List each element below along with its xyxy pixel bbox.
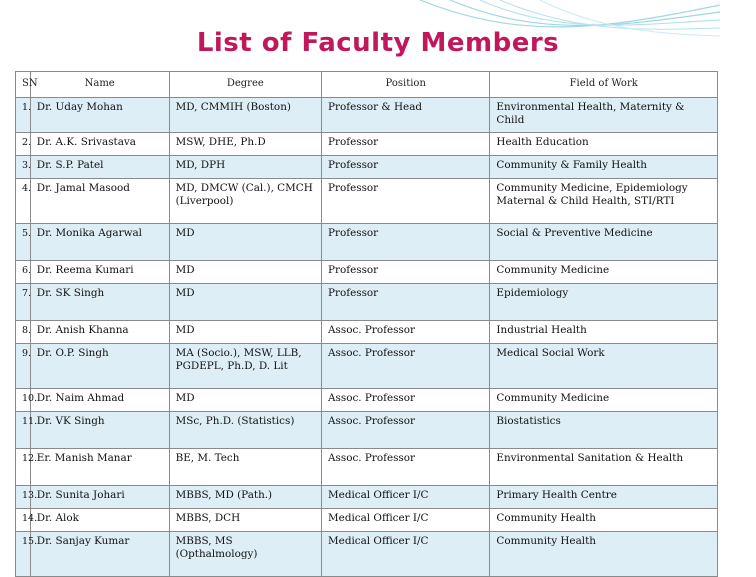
cell-sn: 3. bbox=[16, 156, 31, 179]
cell-degree: MD bbox=[169, 261, 321, 284]
cell-position: Professor & Head bbox=[322, 98, 490, 133]
cell-sn: 2. bbox=[16, 133, 31, 156]
cell-field-of-work: Industrial Health bbox=[490, 321, 718, 344]
cell-sn: 15. bbox=[16, 532, 31, 577]
cell-degree: MSW, DHE, Ph.D bbox=[169, 133, 321, 156]
table-row bbox=[16, 389, 718, 412]
cell-name: Dr. S.P. Patel bbox=[30, 156, 169, 179]
table-row bbox=[16, 156, 718, 179]
cell-position: Professor bbox=[322, 179, 490, 224]
cell-name: Dr. Naim Ahmad bbox=[30, 389, 169, 412]
cell-position: Assoc. Professor bbox=[322, 412, 490, 449]
cell-field-of-work: Health Education bbox=[490, 133, 718, 156]
cell-sn: 6. bbox=[16, 261, 31, 284]
cell-name: Dr. Sunita Johari bbox=[30, 486, 169, 509]
cell-field-of-work: Environmental Health, Maternity & Child bbox=[490, 98, 718, 133]
cell-sn: 7. bbox=[16, 284, 31, 321]
cell-degree: MA (Socio.), MSW, LLB, PGDEPL, Ph.D, D. Lit bbox=[169, 344, 321, 389]
cell-degree: MD bbox=[169, 321, 321, 344]
cell-name: Dr. Alok bbox=[30, 509, 169, 532]
cell-name: Dr. Anish Khanna bbox=[30, 321, 169, 344]
cell-sn: 9. bbox=[16, 344, 31, 389]
header-field-of-work: Field of Work bbox=[490, 72, 718, 98]
cell-field-of-work: Biostatistics bbox=[490, 412, 718, 449]
cell-field-of-work: Social & Preventive Medicine bbox=[490, 224, 718, 261]
header-position: Position bbox=[322, 72, 490, 98]
table-row bbox=[16, 98, 718, 133]
cell-name: Dr. SK Singh bbox=[30, 284, 169, 321]
table-row bbox=[16, 133, 718, 156]
cell-position: Medical Officer I/C bbox=[322, 509, 490, 532]
cell-name: Dr. Uday Mohan bbox=[30, 98, 169, 133]
cell-degree: MBBS, MD (Path.) bbox=[169, 486, 321, 509]
faculty-table bbox=[15, 71, 718, 577]
header-degree: Degree bbox=[169, 72, 321, 98]
header-sn: SN bbox=[16, 72, 31, 98]
cell-position: Assoc. Professor bbox=[322, 389, 490, 412]
cell-position: Professor bbox=[322, 133, 490, 156]
cell-name: Dr. VK Singh bbox=[30, 412, 169, 449]
cell-position: Professor bbox=[322, 156, 490, 179]
cell-position: Professor bbox=[322, 284, 490, 321]
table-row bbox=[16, 449, 718, 486]
cell-field-of-work: Primary Health Centre bbox=[490, 486, 718, 509]
cell-degree: MD bbox=[169, 284, 321, 321]
cell-degree: BE, M. Tech bbox=[169, 449, 321, 486]
cell-degree: MD bbox=[169, 224, 321, 261]
cell-sn: 8. bbox=[16, 321, 31, 344]
cell-position: Professor bbox=[322, 261, 490, 284]
table-row bbox=[16, 224, 718, 261]
cell-name: Dr. Monika Agarwal bbox=[30, 224, 169, 261]
cell-field-of-work: Community Medicine bbox=[490, 389, 718, 412]
cell-degree: MBBS, MS (Opthalmology) bbox=[169, 532, 321, 577]
cell-field-of-work: Community Health bbox=[490, 509, 718, 532]
cell-field-of-work: Medical Social Work bbox=[490, 344, 718, 389]
cell-degree: MD bbox=[169, 389, 321, 412]
cell-name: Dr. O.P. Singh bbox=[30, 344, 169, 389]
table-row bbox=[16, 344, 718, 389]
cell-field-of-work: Epidemiology bbox=[490, 284, 718, 321]
table-row bbox=[16, 486, 718, 509]
table-row bbox=[16, 179, 718, 224]
cell-name: Dr. A.K. Srivastava bbox=[30, 133, 169, 156]
cell-sn: 1. bbox=[16, 98, 31, 133]
page-title: List of Faculty Members bbox=[196, 28, 560, 58]
cell-field-of-work: Community Medicine bbox=[490, 261, 718, 284]
cell-degree: MD, CMMIH (Boston) bbox=[169, 98, 321, 133]
cell-degree: MD, DMCW (Cal.), CMCH (Liverpool) bbox=[169, 179, 321, 224]
cell-position: Assoc. Professor bbox=[322, 321, 490, 344]
table-row bbox=[16, 261, 718, 284]
cell-sn: 4. bbox=[16, 179, 31, 224]
table-row bbox=[16, 532, 718, 577]
cell-sn: 5. bbox=[16, 224, 31, 261]
cell-name: Er. Manish Manar bbox=[30, 449, 169, 486]
cell-field-of-work: Community Health bbox=[490, 532, 718, 577]
cell-sn: 13. bbox=[16, 486, 31, 509]
cell-sn: 10. bbox=[16, 389, 31, 412]
cell-position: Assoc. Professor bbox=[322, 449, 490, 486]
cell-field-of-work: Environmental Sanitation & Health bbox=[490, 449, 718, 486]
table-row bbox=[16, 412, 718, 449]
table-row bbox=[16, 284, 718, 321]
cell-sn: 11. bbox=[16, 412, 31, 449]
cell-name: Dr. Reema Kumari bbox=[30, 261, 169, 284]
cell-degree: MD, DPH bbox=[169, 156, 321, 179]
cell-position: Medical Officer I/C bbox=[322, 486, 490, 509]
cell-degree: MBBS, DCH bbox=[169, 509, 321, 532]
cell-field-of-work: Community Medicine, Epidemiology Maternal & Child Health, STI/RTI bbox=[490, 179, 718, 224]
table-row bbox=[16, 321, 718, 344]
cell-sn: 14. bbox=[16, 509, 31, 532]
cell-name: Dr. Sanjay Kumar bbox=[30, 532, 169, 577]
table-row bbox=[16, 509, 718, 532]
cell-degree: MSc, Ph.D. (Statistics) bbox=[169, 412, 321, 449]
cell-field-of-work: Community & Family Health bbox=[490, 156, 718, 179]
table-header-row bbox=[16, 72, 718, 98]
cell-position: Medical Officer I/C bbox=[322, 532, 490, 577]
cell-position: Professor bbox=[322, 224, 490, 261]
cell-position: Assoc. Professor bbox=[322, 344, 490, 389]
header-name: Name bbox=[30, 72, 169, 98]
cell-name: Dr. Jamal Masood bbox=[30, 179, 169, 224]
cell-sn: 12. bbox=[16, 449, 31, 486]
